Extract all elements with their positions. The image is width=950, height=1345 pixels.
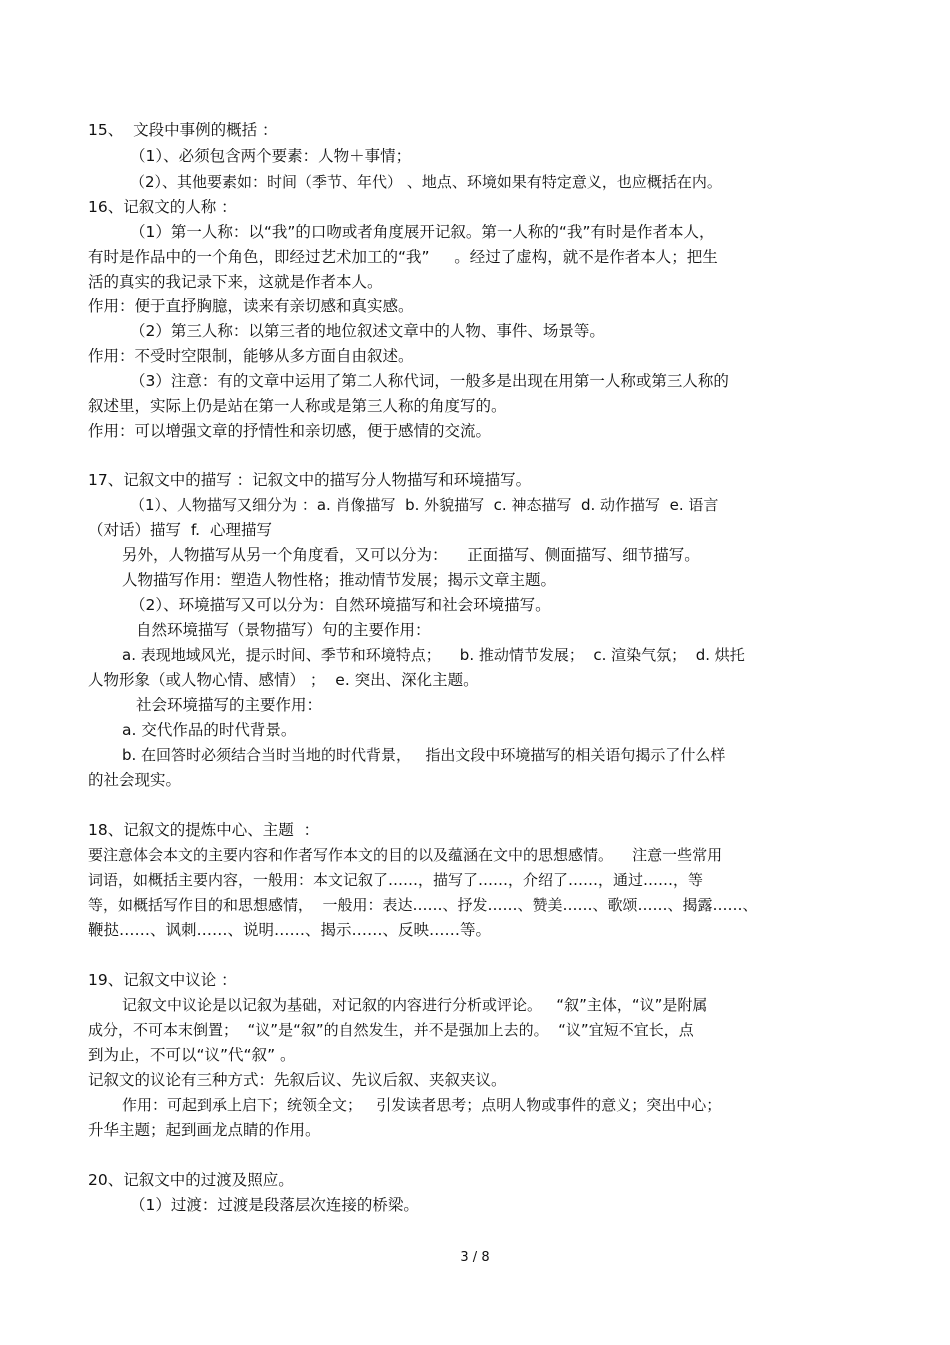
text-line: 要注意体会本文的主要内容和作者写作本文的目的以及蕴涵在文中的思想感情。 注意一些常用 — [88, 846, 723, 864]
text-line: （1）过渡：过渡是段落层次连接的桥梁。 — [130, 1196, 419, 1214]
text-line: （2）、环境描写又可以分为：自然环境描写和社会环境描写。 — [130, 596, 551, 614]
text-line: 另外，人物描写从另一个角度看，又可以分为： 正面描写、侧面描写、细节描写。 — [122, 546, 700, 564]
heading-17: 17、记叙文中的描写 ：记叙文中的描写分人物描写和环境描写。 — [88, 471, 532, 489]
text-line: 记叙文的议论有三种方式：先叙后议、先议后叙、夹叙夹议。 — [88, 1071, 507, 1089]
text-line: a. 交代作品的时代背景。 — [122, 721, 297, 739]
text-line: 人物形象（或人物心情、感情） ； e. 突出、深化主题。 — [88, 671, 479, 689]
heading-18: 18、记叙文的提炼中心、主题 ： — [88, 821, 320, 839]
text-line: （2）第三人称：以第三者的地位叙述文章中的人物、事件、场景等。 — [130, 322, 605, 340]
text-line: 社会环境描写的主要作用： — [136, 696, 323, 714]
text-line: 记叙文中议论是以记叙为基础，对记叙的内容进行分析或评论。 “叙”主体，“议”是附属 — [122, 996, 708, 1014]
text-line: b. 在回答时必须结合当时当地的时代背景， 指出文段中环境描写的相关语句揭示了什么样 — [122, 746, 726, 764]
text-line: 到为止，不可以“议”代“叙” 。 — [88, 1046, 296, 1064]
text-line: （对话）描写 f. 心理描写 — [88, 521, 272, 539]
text-line: （1）、人物描写又细分为 ：a. 肖像描写 b. 外貌描写 c. 神态描写 d. 动作描写 e. 语言 — [130, 496, 719, 514]
text-line: 人物描写作用：塑造人物性格；推动情节发展；揭示文章主题。 — [122, 571, 557, 589]
text-line: 升华主题；起到画龙点睛的作用。 — [88, 1121, 321, 1139]
text-line: （1）、必须包含两个要素：人物＋事情； — [130, 147, 412, 165]
text-line: 叙述里，实际上仍是站在第一人称或是第三人称的角度写的。 — [88, 397, 507, 415]
text-line: （1）第一人称：以“我”的口吻或者角度展开记叙。第一人称的“我”有时是作者本人， — [130, 223, 715, 241]
text-line: 词语，如概括主要内容，一般用：本文记叙了……，描写了……，介绍了……，通过……，等 — [88, 871, 704, 889]
text-line: a. 表现地域风光，提示时间、季节和环境特点； b. 推动情节发展； c. 渲染气氛； d. 烘托 — [122, 646, 745, 664]
heading-19: 19、记叙文中议论 ： — [88, 971, 237, 989]
text-line: 活的真实的我记录下来，这就是作者本人。 — [88, 273, 383, 291]
text-line: 作用：可起到承上启下；统领全文； 引发读者思考；点明人物或事件的意义；突出中心； — [122, 1096, 722, 1114]
text-line: 自然环境描写（景物描写）句的主要作用： — [136, 621, 431, 639]
heading-16: 16、记叙文的人称 ： — [88, 198, 237, 216]
text-line: （3）注意：有的文章中运用了第二人称代词，一般多是出现在用第一人称或第三人称的 — [130, 372, 729, 390]
page-number: 3 / 8 — [460, 1250, 490, 1265]
text-line: 有时是作品中的一个角色，即经过艺术加工的“我” 。经过了虚构，就不是作者本人；把生 — [88, 248, 718, 266]
heading-15: 15、 文段中事例的概括 ： — [88, 121, 278, 139]
text-line: 作用：便于直抒胸臆，读来有亲切感和真实感。 — [88, 297, 414, 315]
text-line: 的社会现实。 — [88, 771, 182, 789]
text-line: （2）、其他要素如：时间（季节、年代） 、地点、环境如果有特定意义，也应概括在内。 — [130, 173, 722, 191]
text-line: 作用：可以增强文章的抒情性和亲切感，便于感情的交流。 — [88, 422, 492, 440]
text-line: 成分，不可本末倒置； “议”是“叙”的自然发生，并不是强加上去的。 “议”宜短不宜长，点 — [88, 1021, 694, 1039]
text-line: 鞭挞……、讽刺……、说明……、揭示……、反映……等。 — [88, 921, 492, 939]
heading-20: 20、记叙文中的过渡及照应。 — [88, 1171, 294, 1189]
text-line: 等，如概括写作目的和思想感情， 一般用：表达……、抒发……、赞美……、歌颂……、揭露……、 — [88, 896, 758, 914]
text-line: 作用：不受时空限制，能够从多方面自由叙述。 — [88, 347, 414, 365]
